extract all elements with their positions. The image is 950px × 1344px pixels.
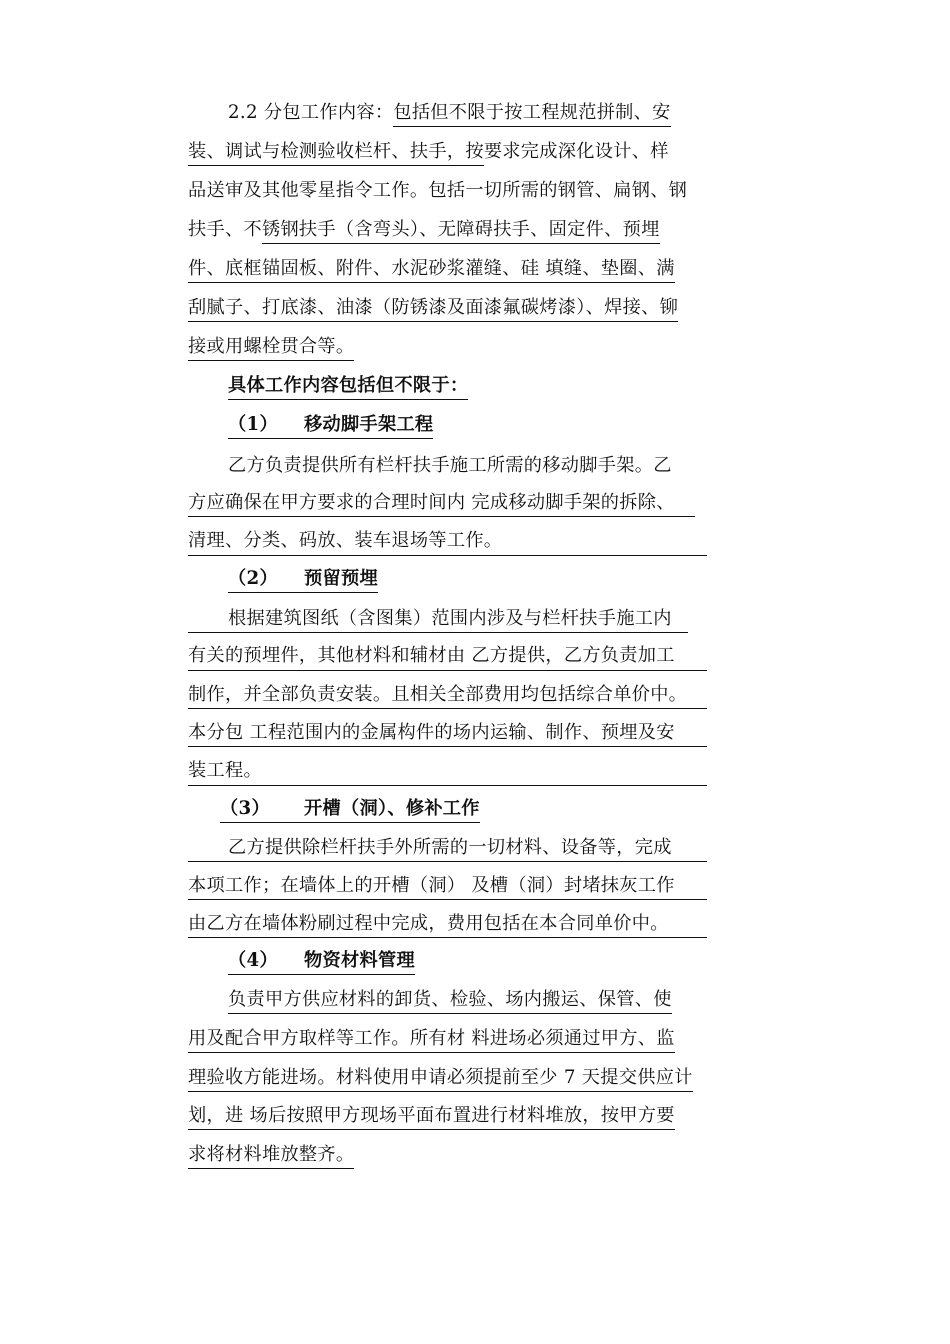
paragraph-line [0, 526, 950, 556]
paragraph-line [0, 293, 950, 323]
item-heading [0, 794, 950, 824]
underlined-text: 锈钢扶手（含弯头）、无障碍扶手、固定件、预埋 [262, 216, 660, 244]
underline-rule [188, 899, 707, 900]
paragraph-text: 扶手、不 [188, 219, 262, 240]
underline-rule [188, 670, 707, 671]
underlined-text: 件、底框锚固板、附件、水泥砂浆灌缝、硅 填缝、垫圈、满 [188, 255, 675, 283]
item-heading-text [228, 411, 433, 439]
paragraph-line [0, 871, 950, 901]
item-number: （2） [228, 568, 278, 589]
paragraph-line [0, 215, 950, 245]
paragraph-text: 清理、分类、码放、装车退场等工作。 [188, 530, 503, 551]
paragraph-line [0, 985, 950, 1015]
paragraph-line [0, 451, 950, 481]
paragraph-line [0, 1024, 950, 1054]
paragraph-text: 方应确保在甲方要求的合理时间内 完成移动脚手架的拆除、 [188, 492, 675, 513]
item-title: 开槽（洞）、修补工作 [304, 798, 480, 819]
scope-heading-line [0, 371, 950, 401]
item-title: 物资材料管理 [304, 950, 415, 971]
paragraph-text: 乙方负责提供所有栏杆扶手施工所需的移动脚手架。乙 [228, 455, 672, 476]
underlined-text: 装、调试与检测验收栏杆、扶手，按 [188, 138, 484, 166]
section-label: 2.2 分包工作内容： [228, 102, 394, 123]
paragraph-line [0, 756, 950, 786]
item-number: （4） [228, 950, 278, 971]
underline-rule [188, 746, 707, 747]
item-title: 预留预埋 [304, 568, 378, 589]
paragraph-line [0, 332, 950, 362]
underlined-text: 刮腻子、打底漆、油漆（防锈漆及面漆氟碳烤漆）、焊接、铆 [188, 294, 678, 322]
underline-rule [188, 937, 707, 938]
item-heading-text [228, 565, 378, 593]
paragraph-line [0, 98, 950, 128]
underlined-text: 包括但不限于按工程规范拼制、安 [393, 99, 670, 127]
paragraph-line [0, 718, 950, 748]
paragraph-line [0, 833, 950, 863]
paragraph-line [0, 1063, 950, 1093]
underline-rule [188, 516, 695, 517]
paragraph-text: 由乙方在墙体粉刷过程中完成，费用包括在本合同单价中。 [188, 913, 669, 934]
scope-heading: 具体工作内容包括但不限于： [228, 372, 468, 400]
item-title: 移动脚手架工程 [304, 414, 434, 435]
underline-rule [188, 861, 707, 862]
underline-rule [188, 555, 707, 556]
underlined-text: 用及配合甲方取样等工作。所有材 料进场必须通过甲方、监 [188, 1025, 675, 1053]
paragraph-text: 有关的预埋件，其他材料和辅材由 乙方提供，乙方负责加工 [188, 645, 675, 666]
paragraph-line [0, 1140, 950, 1170]
item-heading [0, 564, 950, 594]
paragraph-line [0, 137, 950, 167]
underline-rule [188, 785, 707, 786]
paragraph-line [0, 909, 950, 939]
paragraph-text: 根据建筑图纸（含图集）范围内涉及与栏杆扶手施工内 [228, 608, 672, 629]
paragraph-line [0, 604, 950, 634]
paragraph-line [0, 641, 950, 671]
underlined-text: 接或用螺栓贯合等。 [188, 333, 354, 361]
paragraph-text: 品送审及其他零星指令工作。包括一切所需的钢管、扁钢、钢 [188, 180, 688, 201]
underlined-text: 划，进 场后按照甲方现场平面布置进行材料堆放，按甲方要 [188, 1102, 675, 1130]
underline-rule [188, 632, 688, 633]
paragraph-text: 要求完成深化设计、样 [483, 141, 669, 162]
underlined-text: 求将材料堆放整齐。 [188, 1141, 354, 1169]
paragraph-text: 本项工作；在墙体上的开槽（洞） 及槽（洞）封堵抹灰工作 [188, 875, 675, 896]
paragraph-line [0, 680, 950, 710]
item-number: （3） [220, 798, 270, 819]
paragraph-text: 乙方提供除栏杆扶手外所需的一切材料、设备等，完成 [228, 837, 672, 858]
underlined-text: 理验收方能进场。材料使用申请必须提前至少 7 天提交供应计 [188, 1064, 693, 1092]
underline-rule [188, 708, 707, 709]
paragraph-line [0, 488, 950, 518]
paragraph-line [0, 1101, 950, 1131]
paragraph-text: 装工程。 [188, 760, 262, 781]
underlined-text: 负责甲方供应材料的卸货、检验、场内搬运、保管、使 [228, 986, 672, 1014]
paragraph-line [0, 176, 950, 206]
item-heading-text [220, 795, 480, 823]
item-heading [0, 946, 950, 976]
item-heading-text [228, 947, 415, 975]
item-number: （1） [228, 414, 278, 435]
paragraph-text: 本分包 工程范围内的金属构件的场内运输、制作、预埋及安 [188, 722, 675, 743]
item-heading [0, 410, 950, 440]
paragraph-line [0, 254, 950, 284]
paragraph-text: 制作，并全部负责安装。且相关全部费用均包括综合单价中。 [188, 684, 688, 705]
